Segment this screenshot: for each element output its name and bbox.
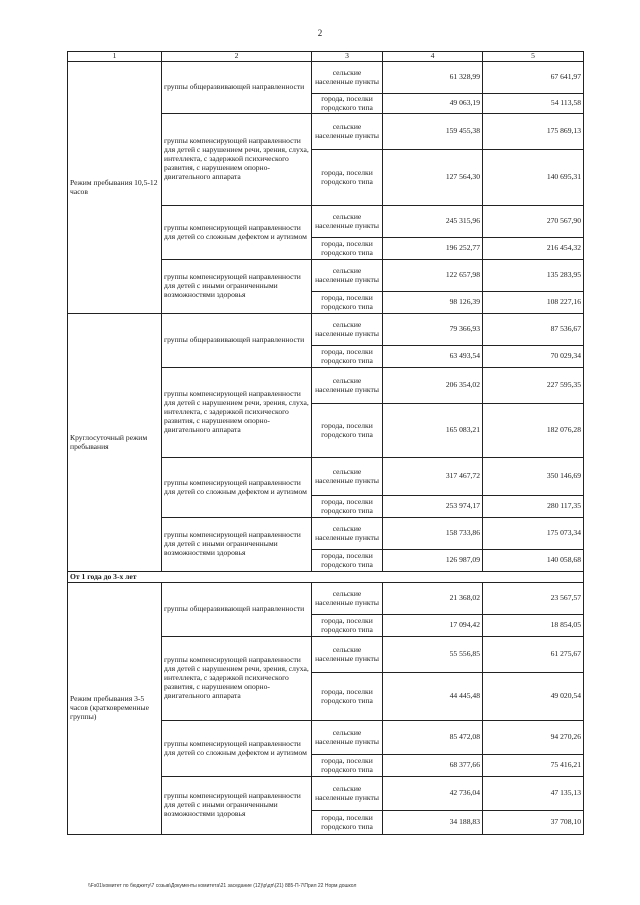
value-cell: 49 020,54 — [483, 673, 584, 721]
mode-cell: Режим пребывания 10,5-12 часов — [68, 62, 162, 314]
group-cell: группы компенсирующей направленности для детей с иными ограниченными возможностями здоровья — [162, 260, 312, 314]
settlement-cell: города, поселки городского типа — [312, 238, 383, 260]
settlement-cell: сельские населенные пункты — [312, 62, 383, 94]
value-cell: 87 536,67 — [483, 314, 584, 346]
settlement-cell: города, поселки городского типа — [312, 550, 383, 572]
settlement-cell: сельские населенные пункты — [312, 583, 383, 615]
value-cell: 98 126,39 — [383, 292, 483, 314]
value-cell: 270 567,90 — [483, 206, 584, 238]
table-row — [68, 314, 584, 346]
value-cell: 18 854,05 — [483, 615, 584, 637]
group-cell: группы компенсирующей направленности для детей с нарушением речи, зрения, слуха, интеллекта, с задержкой психического развития, с нарушением опорно-двигательного аппарата — [162, 637, 312, 721]
value-cell: 75 416,21 — [483, 755, 584, 777]
group-cell: группы компенсирующей направленности для детей со сложным дефектом и аутизмом — [162, 458, 312, 518]
section-header: От 1 года до 3-х лет — [68, 572, 584, 583]
group-cell: группы компенсирующей направленности для детей с иными ограниченными возможностями здоровья — [162, 518, 312, 572]
value-cell: 94 270,26 — [483, 721, 584, 755]
value-cell: 127 564,30 — [383, 150, 483, 206]
value-cell: 140 695,31 — [483, 150, 584, 206]
settlement-cell: сельские населенные пункты — [312, 368, 383, 404]
value-cell: 206 354,02 — [383, 368, 483, 404]
settlement-cell: сельские населенные пункты — [312, 637, 383, 673]
settlement-cell: сельские населенные пункты — [312, 721, 383, 755]
value-cell: 175 073,34 — [483, 518, 584, 550]
value-cell: 85 472,08 — [383, 721, 483, 755]
value-cell: 108 227,16 — [483, 292, 584, 314]
value-cell: 63 493,54 — [383, 346, 483, 368]
value-cell: 79 366,93 — [383, 314, 483, 346]
group-cell: группы компенсирующей направленности для детей со сложным дефектом и аутизмом — [162, 206, 312, 260]
value-cell: 70 029,34 — [483, 346, 584, 368]
page-number: 2 — [317, 28, 323, 38]
settlement-cell: города, поселки городского типа — [312, 292, 383, 314]
value-cell: 61 328,99 — [383, 62, 483, 94]
group-cell: группы общеразвивающей направленности — [162, 62, 312, 114]
settlement-cell: города, поселки городского типа — [312, 673, 383, 721]
group-cell: группы компенсирующей направленности для детей с нарушением речи, зрения, слуха, интеллекта, с задержкой психического развития, с нарушением опорно-двигательного аппарата — [162, 114, 312, 206]
settlement-cell: сельские населенные пункты — [312, 260, 383, 292]
value-cell: 54 113,58 — [483, 94, 584, 114]
value-cell: 21 368,02 — [383, 583, 483, 615]
value-cell: 135 283,95 — [483, 260, 584, 292]
mode-cell: Круглосуточный режим пребывания — [68, 314, 162, 572]
column-number-2: 2 — [162, 52, 312, 62]
column-number-4: 4 — [383, 52, 483, 62]
value-cell: 253 974,17 — [383, 496, 483, 518]
settlement-cell: города, поселки городского типа — [312, 811, 383, 835]
settlement-cell: сельские населенные пункты — [312, 314, 383, 346]
value-cell: 140 058,68 — [483, 550, 584, 572]
group-cell: группы компенсирующей направленности для детей с нарушением речи, зрения, слуха, интеллекта, с задержкой психического развития, с нарушением опорно-двигательного аппарата — [162, 368, 312, 458]
value-cell: 17 094,42 — [383, 615, 483, 637]
settlement-cell: города, поселки городского типа — [312, 404, 383, 458]
settlement-cell: города, поселки городского типа — [312, 496, 383, 518]
value-cell: 34 188,83 — [383, 811, 483, 835]
column-number-5: 5 — [483, 52, 584, 62]
footer-file-path: \\Fs01\комитет по бюджету\7 созыв\Документы комитета\21 заседание (12)\р\дп\(21) 885-П-7\Прил 22 Норм дошкол — [88, 883, 357, 889]
settlement-cell: города, поселки городского типа — [312, 150, 383, 206]
column-number-row — [68, 52, 584, 62]
value-cell: 182 076,28 — [483, 404, 584, 458]
table-row — [68, 62, 584, 94]
settlement-cell: города, поселки городского типа — [312, 755, 383, 777]
value-cell: 175 869,13 — [483, 114, 584, 150]
value-cell: 55 556,85 — [383, 637, 483, 673]
value-cell: 47 135,13 — [483, 777, 584, 811]
group-cell: группы общеразвивающей направленности — [162, 314, 312, 368]
value-cell: 126 987,09 — [383, 550, 483, 572]
settlement-cell: города, поселки городского типа — [312, 346, 383, 368]
value-cell: 122 657,98 — [383, 260, 483, 292]
value-cell: 280 117,35 — [483, 496, 584, 518]
value-cell: 216 454,32 — [483, 238, 584, 260]
value-cell: 158 733,86 — [383, 518, 483, 550]
settlement-cell: города, поселки городского типа — [312, 615, 383, 637]
mode-cell: Режим пребывания 3-5 часов (кратковременные группы) — [68, 583, 162, 835]
value-cell: 350 146,69 — [483, 458, 584, 496]
settlement-cell: сельские населенные пункты — [312, 777, 383, 811]
value-cell: 196 252,77 — [383, 238, 483, 260]
group-cell: группы компенсирующей направленности для детей с иными ограниченными возможностями здоровья — [162, 777, 312, 835]
settlement-cell: города, поселки городского типа — [312, 94, 383, 114]
value-cell: 245 315,96 — [383, 206, 483, 238]
settlement-cell: сельские населенные пункты — [312, 114, 383, 150]
value-cell: 49 063,19 — [383, 94, 483, 114]
normative-table — [67, 51, 584, 835]
settlement-cell: сельские населенные пункты — [312, 206, 383, 238]
value-cell: 159 455,38 — [383, 114, 483, 150]
value-cell: 67 641,97 — [483, 62, 584, 94]
table-row — [68, 583, 584, 615]
value-cell: 68 377,66 — [383, 755, 483, 777]
value-cell: 37 708,10 — [483, 811, 584, 835]
value-cell: 61 275,67 — [483, 637, 584, 673]
column-number-1: 1 — [68, 52, 162, 62]
settlement-cell: сельские населенные пункты — [312, 458, 383, 496]
group-cell: группы общеразвивающей направленности — [162, 583, 312, 637]
value-cell: 165 083,21 — [383, 404, 483, 458]
value-cell: 44 445,48 — [383, 673, 483, 721]
group-cell: группы компенсирующей направленности для детей со сложным дефектом и аутизмом — [162, 721, 312, 777]
value-cell: 23 567,57 — [483, 583, 584, 615]
column-number-3: 3 — [312, 52, 383, 62]
value-cell: 42 736,04 — [383, 777, 483, 811]
value-cell: 317 467,72 — [383, 458, 483, 496]
value-cell: 227 595,35 — [483, 368, 584, 404]
section-header-row — [68, 572, 584, 583]
settlement-cell: сельские населенные пункты — [312, 518, 383, 550]
